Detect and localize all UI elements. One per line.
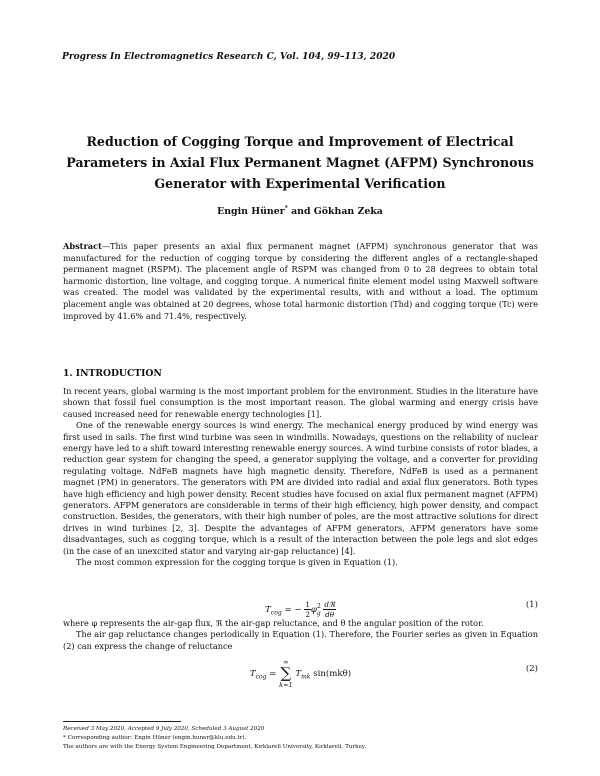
equation-number: (1) [525,600,538,610]
eq-symbol: T [249,669,256,679]
author-name: Gökhan Zeka [313,206,383,217]
footnotes [63,725,366,751]
title-line: Generator with Experimental Verification [154,176,446,191]
footnote-affiliation: The authors are with the Energy System Engineering Department, Kırklareli University, Kırklareli, Turkey. [63,743,366,750]
eq-symbol: T [295,669,302,679]
footnote-divider [63,721,181,722]
abstract-text: This paper presents an axial flux permanent magnet (AFPM) synchronous generator that was manufactured for the reduction of cogging torque by considering the different angles of a rectangle-shaped permanent magnet (RSPM). The placement angle of RSPM was changed from 0 to 28 degrees to obtain total harmonic distortion, line voltage, and cogging torque. A numerical finite element model using Maxwell software was created. The model was validated by the experimental results, with and without a load. The optimum placement angle was obtained at 20 degrees, whose total harmonic distortion (Thd) and cogging torque (Tc) were improved by 41.6% and 71.4%, respectively. [63,241,538,321]
paragraph: The most common expression for the cogging torque is given in Equation (1). [76,557,398,568]
abstract-label: Abstract [63,241,102,251]
eq-function: sin(mkθ) [310,669,352,679]
equation-number: (2) [525,664,538,674]
eq-subscript: cog [270,609,282,617]
author-connector: and [291,206,311,217]
eq-operator: = − [281,605,302,615]
introduction-body-2 [63,618,538,652]
paragraph: One of the renewable energy sources is wind energy. The mechanical energy produced by wind energy was first used in sails. The first wind turbine was seen in windmills. Nowadays, questions on the reliability of nuclear energy have led to a shift toward interesting renewable energy sources. A wind turbine consists of rotor blades, a reduction gear system for changing the speed, a generator supplying the voltage, and a converter for providing regulating voltage. NdFeB magnets have high magnetic density. Therefore, NdFeB is used as a permanent magnet (PM) in generators. The generators with PM are divided into radial and axial flux generators. Both types have high efficiency and high power density. Recent studies have focused on axial flux permanent magnet (AFPM) generators. AFPM generators are considerable in terms of their high efficiency, high power density, and compact construction. Besides, the generators, with their high number of poles, are the most attractive solutions for direct drives in wind turbines [2, 3]. Despite the advantages of AFPM generators, AFPM generators have some disadvantages, such as cogging torque, which is a result of the interaction between the pole legs and slot edges (in the case of an unexcited stator and varying air-gap reluctance) [4]. [63,420,538,556]
title-line: Parameters in Axial Flux Permanent Magnet (AFPM) Synchronous [66,155,534,170]
eq-subscript: cog [255,673,267,681]
abstract [63,241,538,322]
eq-fraction: $\frac{1}{2}$ [305,600,310,619]
eq-symbol: T [265,605,271,615]
paragraph: The air gap reluctance changes periodically in Equation (1). Therefore, the Fourier series as given in Equation (2) can express the change of reluctance [63,629,538,651]
footnote-received: Received 3 May 2020, Accepted 9 July 2020, Scheduled 3 August 2020 [63,726,265,732]
eq-subscript: g [316,609,321,617]
paragraph: where φ represents the air-gap flux, ℜ the air-gap reluctance, and θ the angular position of the rotor. [63,618,484,628]
paragraph: In recent years, global warming is the most important problem for the environment. Studies in the literature have shown that fossil fuel consumption is the most important reason. The global warming and energy crisis have caused increased need for renewable energy technologies [1]. [63,386,539,419]
introduction-body [63,386,538,569]
eq-symbol: φ [310,605,317,615]
footnote-corresponding: * Corresponding author: Engin Hüner (engin.huner@klu.edu.tr). [63,734,247,741]
eq-fraction: $\frac{\text{dℜ}}{d\theta}$ [324,600,335,619]
paper-title [50,131,550,194]
title-line: Reduction of Cogging Torque and Improvement of Electrical [86,134,514,149]
eq-subscript: mk [301,673,311,681]
abstract-dash: — [101,241,111,251]
equation-2 [63,650,538,692]
corresponding-mark: * [284,205,288,212]
eq-summation: ∞ ∑ k=1 [279,658,293,689]
eq-operator: = [266,669,280,679]
eq-superscript: 2 [316,603,321,611]
journal-header: Progress In Electromagnetics Research C, Vol. 104, 99–113, 2020 [62,52,396,62]
section-heading: 1. INTRODUCTION [63,368,162,379]
author-list [0,205,600,217]
author-name: Engin Hüner [217,206,285,217]
